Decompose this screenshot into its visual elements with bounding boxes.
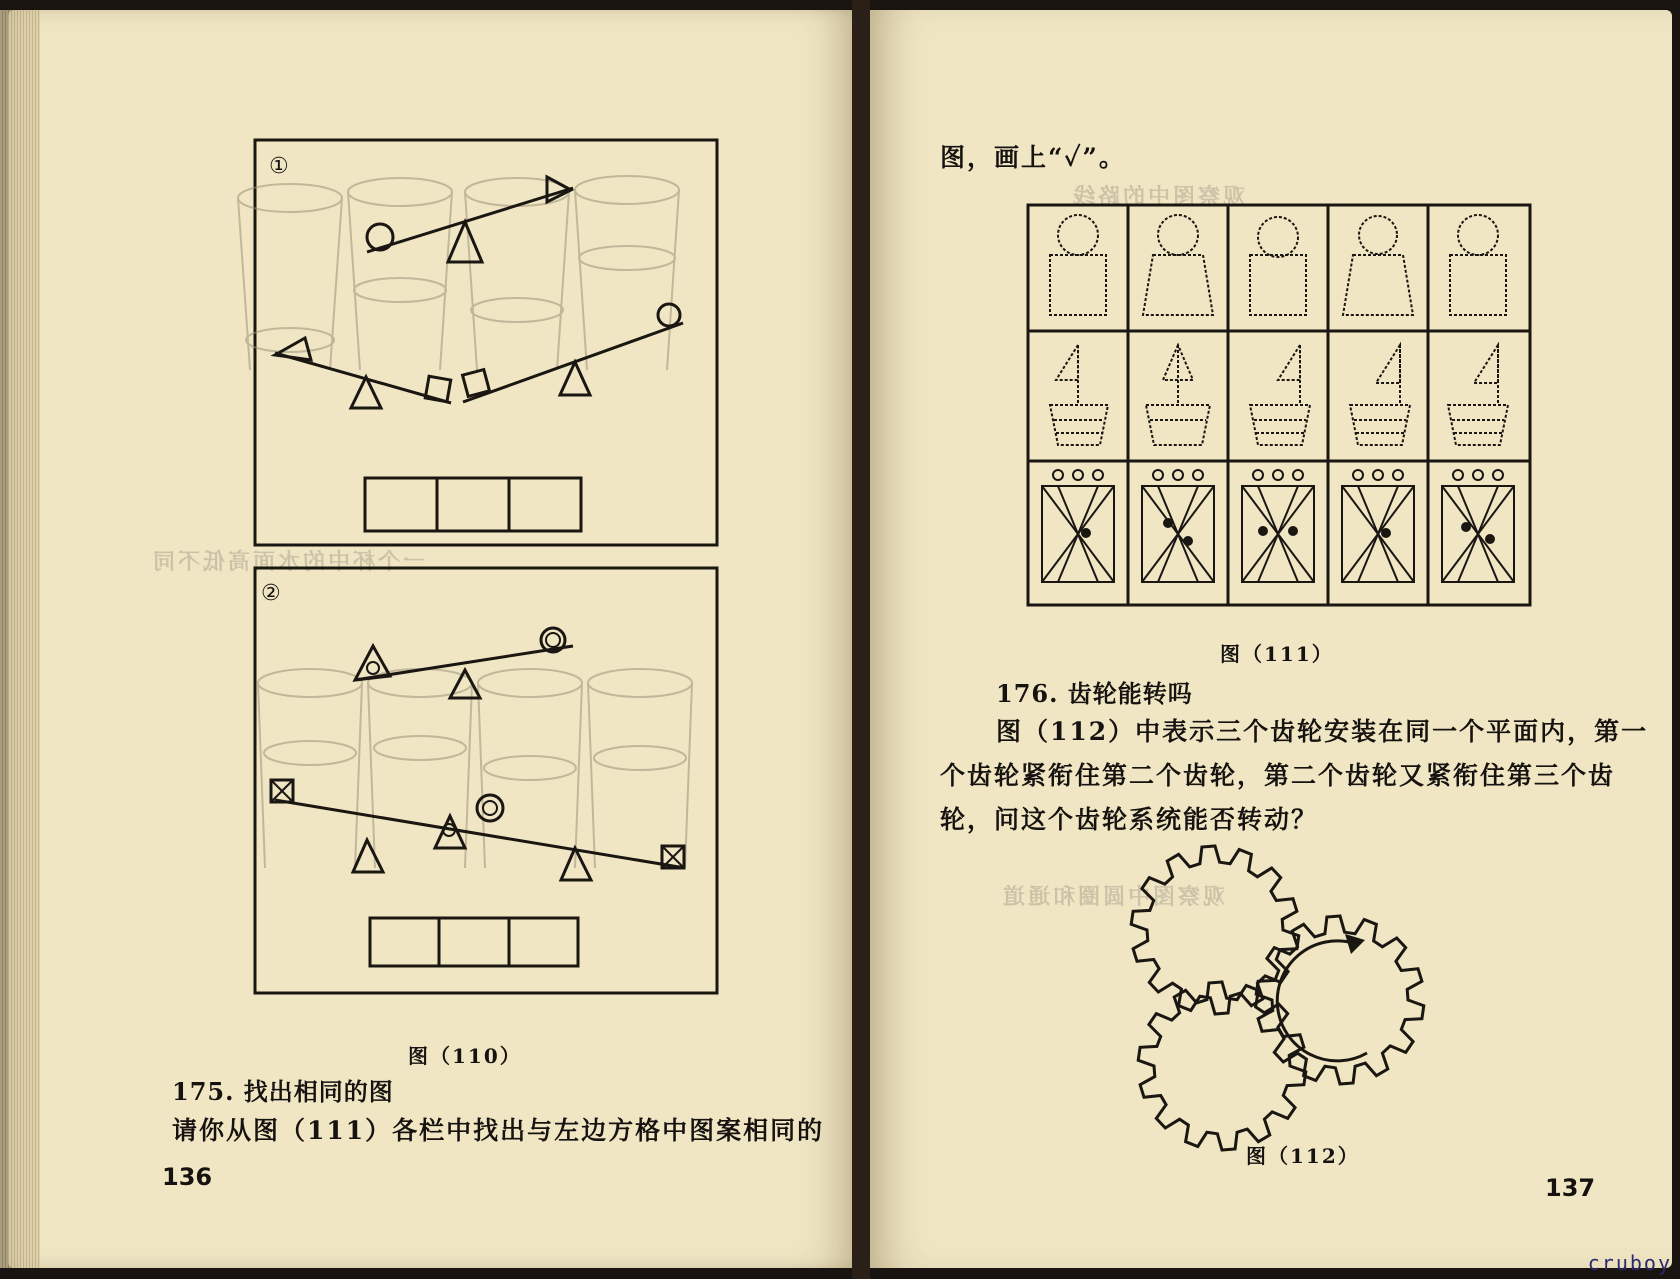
section-175-heading: 175. 找出相同的图 <box>172 1077 394 1106</box>
section-176-heading: 176. 齿轮能转吗 <box>996 679 1193 708</box>
book-gutter <box>852 0 870 1279</box>
figure-111-grid <box>1028 205 1530 605</box>
section-176-line-1: 图（112）中表示三个齿轮安装在同一个平面内，第一 <box>996 717 1649 746</box>
continuation-text: 图，画上“✓”。 <box>940 143 1126 172</box>
bleed-through-text: 观察图中圆圈和通道 <box>1000 884 1226 910</box>
gear-1 <box>1131 846 1299 1014</box>
left-page-number: 136 <box>162 1163 213 1191</box>
figure-110-caption: 图（110） <box>408 1044 522 1068</box>
watermark: cruboy <box>1587 1251 1672 1275</box>
figure-110-panel-2 <box>255 568 717 993</box>
section-175-text: 请你从图（111）各栏中找出与左边方格中图案相同的 <box>172 1116 825 1145</box>
panel-1-label: ① <box>269 154 289 179</box>
panel-2-label: ② <box>261 581 281 606</box>
bleed-through-text: 观察图中的路线 <box>1070 184 1246 210</box>
gear-3 <box>1138 982 1306 1150</box>
rotation-arrow <box>1277 941 1367 1061</box>
rotation-arrow-head <box>1345 934 1365 954</box>
bleed-through-text: 一个杯中的水面高低不同 <box>150 549 426 575</box>
figure-112-caption: 图（112） <box>1246 1144 1360 1168</box>
right-page-number: 137 <box>1545 1174 1596 1202</box>
figure-112-gears <box>1115 848 1445 1148</box>
section-176-line-2: 个齿轮紧衔住第二个齿轮，第二个齿轮又紧衔住第三个齿 <box>940 761 1616 790</box>
figure-111-caption: 图（111） <box>1220 642 1334 666</box>
section-176-line-3: 轮，问这个齿轮系统能否转动？ <box>940 805 1319 834</box>
page-edges <box>0 10 40 1268</box>
figure-110-panel-1 <box>255 140 717 545</box>
